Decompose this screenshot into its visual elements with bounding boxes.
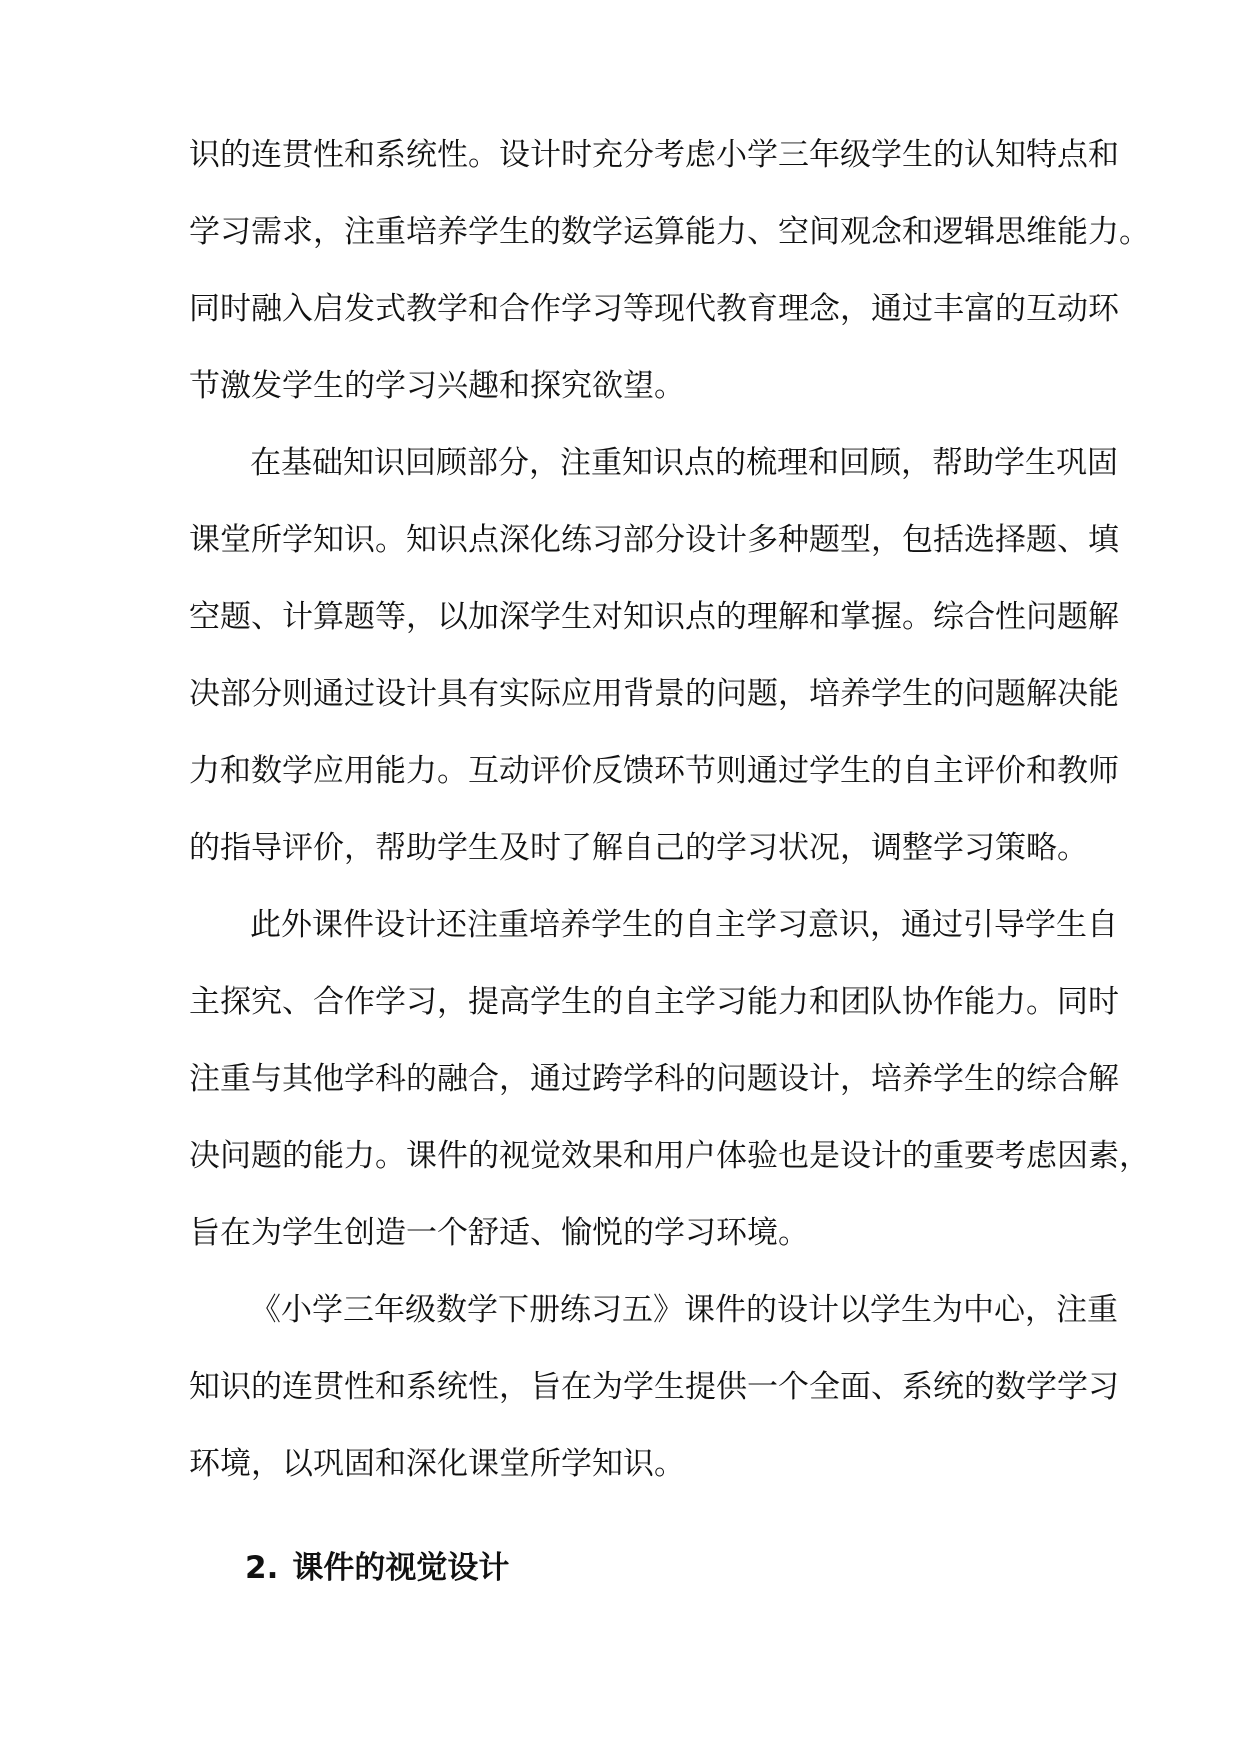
section-heading-text: 课件的视觉设计 <box>292 1550 510 1586</box>
paragraph-1-line-2: 学习需求，注重培养学生的数学运算能力、空间观念和逻辑思维能力。 <box>189 214 1150 250</box>
section-heading <box>245 1548 509 1588</box>
paragraph-2-line-4: 决部分则通过设计具有实际应用背景的问题，培养学生的问题解决能 <box>189 676 1119 712</box>
paragraph-4-line-1: 《小学三年级数学下册练习五》课件的设计以学生为中心，注重 <box>250 1292 1118 1328</box>
paragraph-4-line-2: 知识的连贯性和系统性，旨在为学生提供一个全面、系统的数学学习 <box>189 1369 1119 1405</box>
paragraph-2-line-1: 在基础知识回顾部分，注重知识点的梳理和回顾，帮助学生巩固 <box>250 445 1118 481</box>
paragraph-2-line-5: 力和数学应用能力。互动评价反馈环节则通过学生的自主评价和教师 <box>189 753 1119 789</box>
paragraph-2-line-2: 课堂所学知识。知识点深化练习部分设计多种题型，包括选择题、填 <box>189 522 1119 558</box>
paragraph-1-line-4: 节激发学生的学习兴趣和探究欲望。 <box>189 368 685 404</box>
paragraph-3-line-2: 主探究、合作学习，提高学生的自主学习能力和团队协作能力。同时 <box>189 984 1119 1020</box>
section-heading-number: 2. <box>245 1550 279 1586</box>
paragraph-1-line-3: 同时融入启发式教学和合作学习等现代教育理念，通过丰富的互动环 <box>189 291 1119 327</box>
paragraph-3-line-3: 注重与其他学科的融合，通过跨学科的问题设计，培养学生的综合解 <box>189 1061 1119 1097</box>
paragraph-3-line-1: 此外课件设计还注重培养学生的自主学习意识，通过引导学生自 <box>250 907 1118 943</box>
paragraph-4-line-3: 环境，以巩固和深化课堂所学知识。 <box>189 1446 685 1482</box>
paragraph-3-line-4: 决问题的能力。课件的视觉效果和用户体验也是设计的重要考虑因素， <box>189 1138 1150 1174</box>
paragraph-2-line-3: 空题、计算题等，以加深学生对知识点的理解和掌握。综合性问题解 <box>189 599 1119 635</box>
paragraph-2-line-6: 的指导评价，帮助学生及时了解自己的学习状况，调整学习策略。 <box>189 830 1088 866</box>
paragraph-3-line-5: 旨在为学生创造一个舒适、愉悦的学习环境。 <box>189 1215 809 1251</box>
paragraph-1-line-1: 识的连贯性和系统性。设计时充分考虑小学三年级学生的认知特点和 <box>189 137 1119 173</box>
